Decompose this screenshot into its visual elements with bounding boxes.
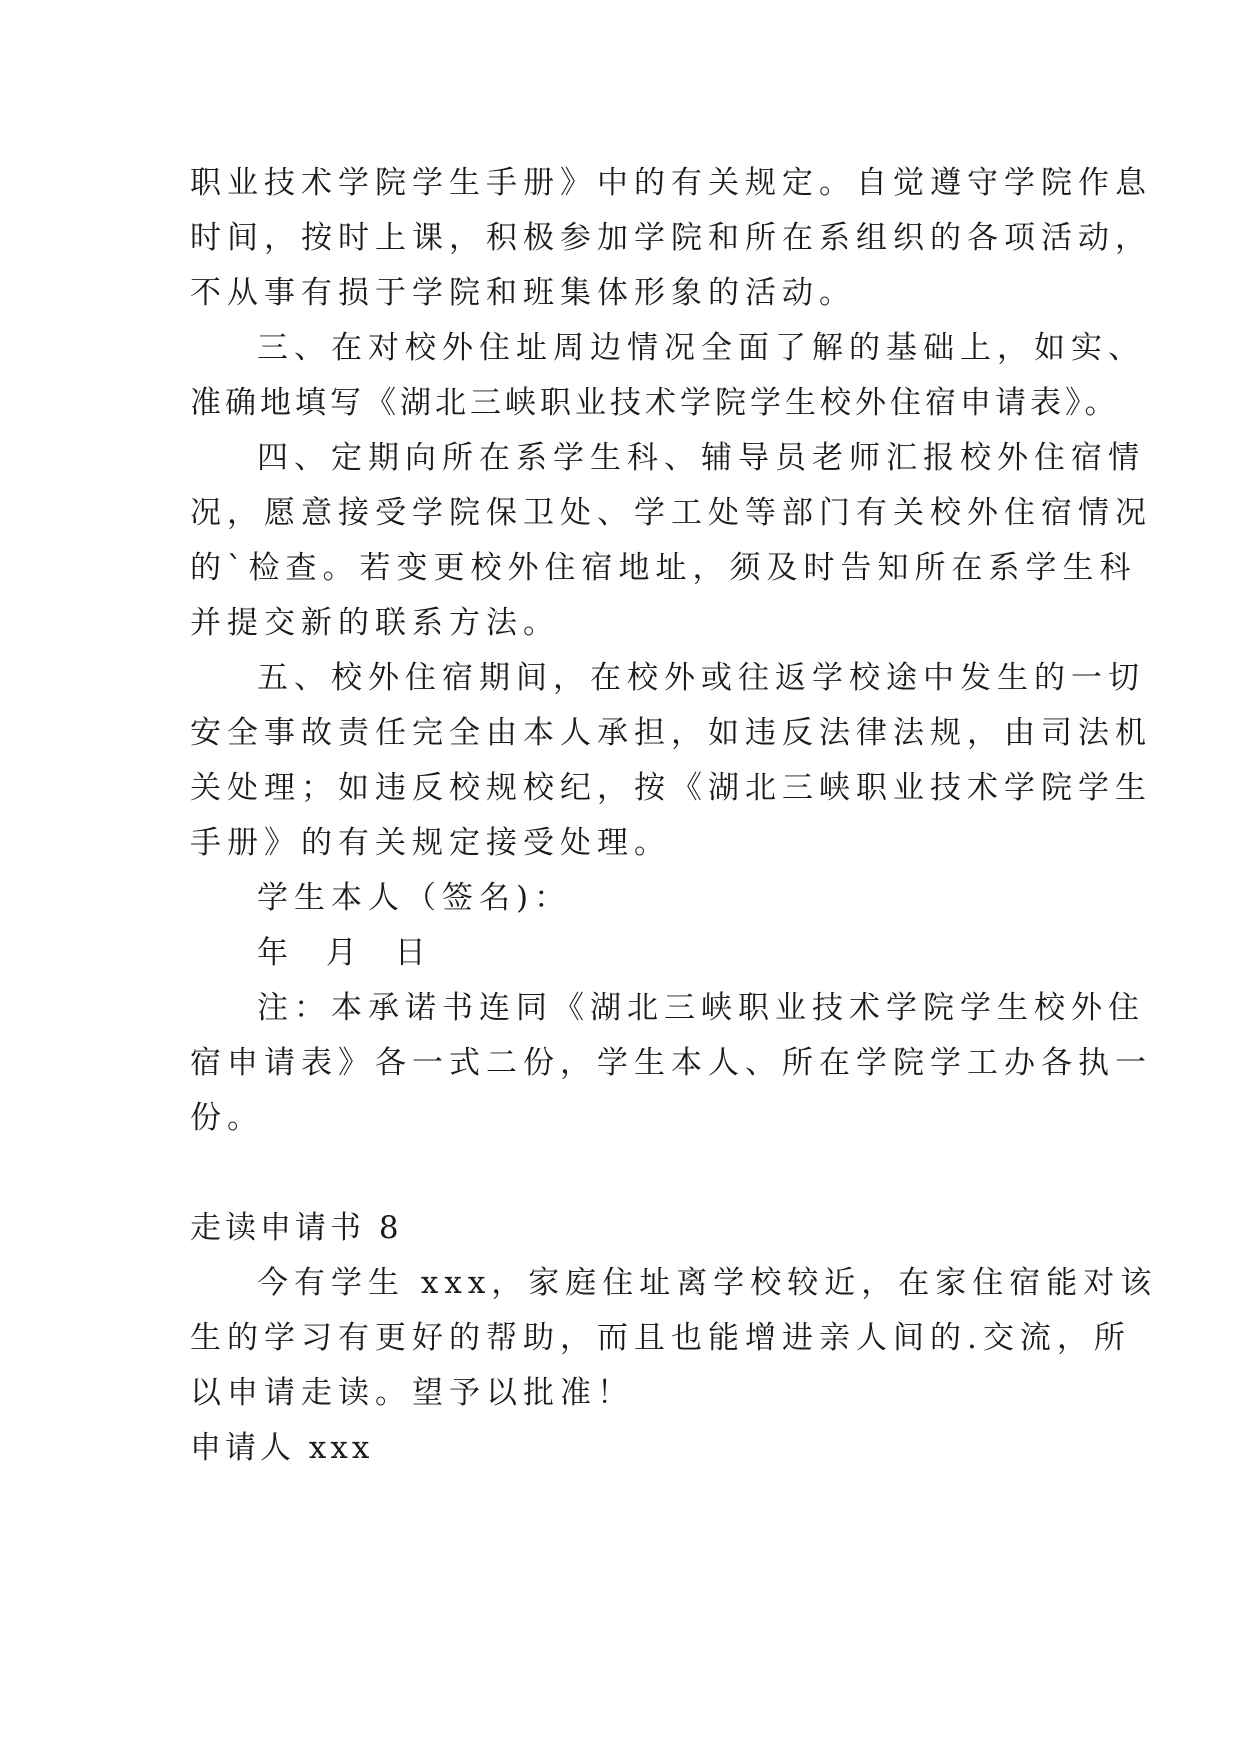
signature-label: 学生本人（签名)： bbox=[257, 880, 572, 916]
body-text-line: 况，愿意接受学院保卫处、学工处等部门有关校外住宿情况 bbox=[190, 495, 1152, 531]
body-text-line: 并提交新的联系方法。 bbox=[190, 605, 560, 641]
body-text-line: 时间，按时上课，积极参加学院和所在系组织的各项活动， bbox=[190, 220, 1152, 256]
body-text-line: 安全事故责任完全由本人承担，如违反法律法规，由司法机 bbox=[190, 715, 1152, 751]
body-text-line: 手册》的有关规定接受处理。 bbox=[190, 825, 671, 861]
clause-three-heading-line: 三、在对校外住址周边情况全面了解的基础上，如实、 bbox=[257, 330, 1145, 366]
section-title: 走读申请书 8 bbox=[190, 1210, 403, 1246]
body-text-line: 宿申请表》各一式二份，学生本人、所在学院学工办各执一 bbox=[190, 1045, 1152, 1081]
clause-five-heading-line: 五、校外住宿期间，在校外或往返学校途中发生的一切 bbox=[257, 660, 1145, 696]
body-text-line: 不从事有损于学院和班集体形象的活动。 bbox=[190, 275, 856, 311]
body-text-line: 以申请走读。望予以批准！ bbox=[190, 1375, 634, 1411]
applicant-line: 申请人 xxx bbox=[190, 1430, 374, 1466]
date-line: 年 月 日 bbox=[257, 935, 440, 971]
body-text-line: 关处理；如违反校规校纪，按《湖北三峡职业技术学院学生 bbox=[190, 770, 1152, 806]
body-text-line: 职业技术学院学生手册》中的有关规定。自觉遵守学院作息 bbox=[190, 165, 1152, 201]
note-line: 注：本承诺书连同《湖北三峡职业技术学院学生校外住 bbox=[257, 990, 1145, 1026]
clause-four-heading-line: 四、定期向所在系学生科、辅导员老师汇报校外住宿情 bbox=[257, 440, 1145, 476]
body-text-line: 准确地填写《湖北三峡职业技术学院学生校外住宿申请表》。 bbox=[190, 385, 1120, 421]
body-text-line: 的`检查。若变更校外住宿地址，须及时告知所在系学生科 bbox=[190, 550, 1137, 586]
body-text-line: 生的学习有更好的帮助，而且也能增进亲人间的.交流，所 bbox=[190, 1320, 1131, 1356]
body-text-line: 份。 bbox=[190, 1100, 264, 1136]
application-body-line: 今有学生 xxx，家庭住址离学校较近，在家住宿能对该 bbox=[257, 1265, 1158, 1301]
